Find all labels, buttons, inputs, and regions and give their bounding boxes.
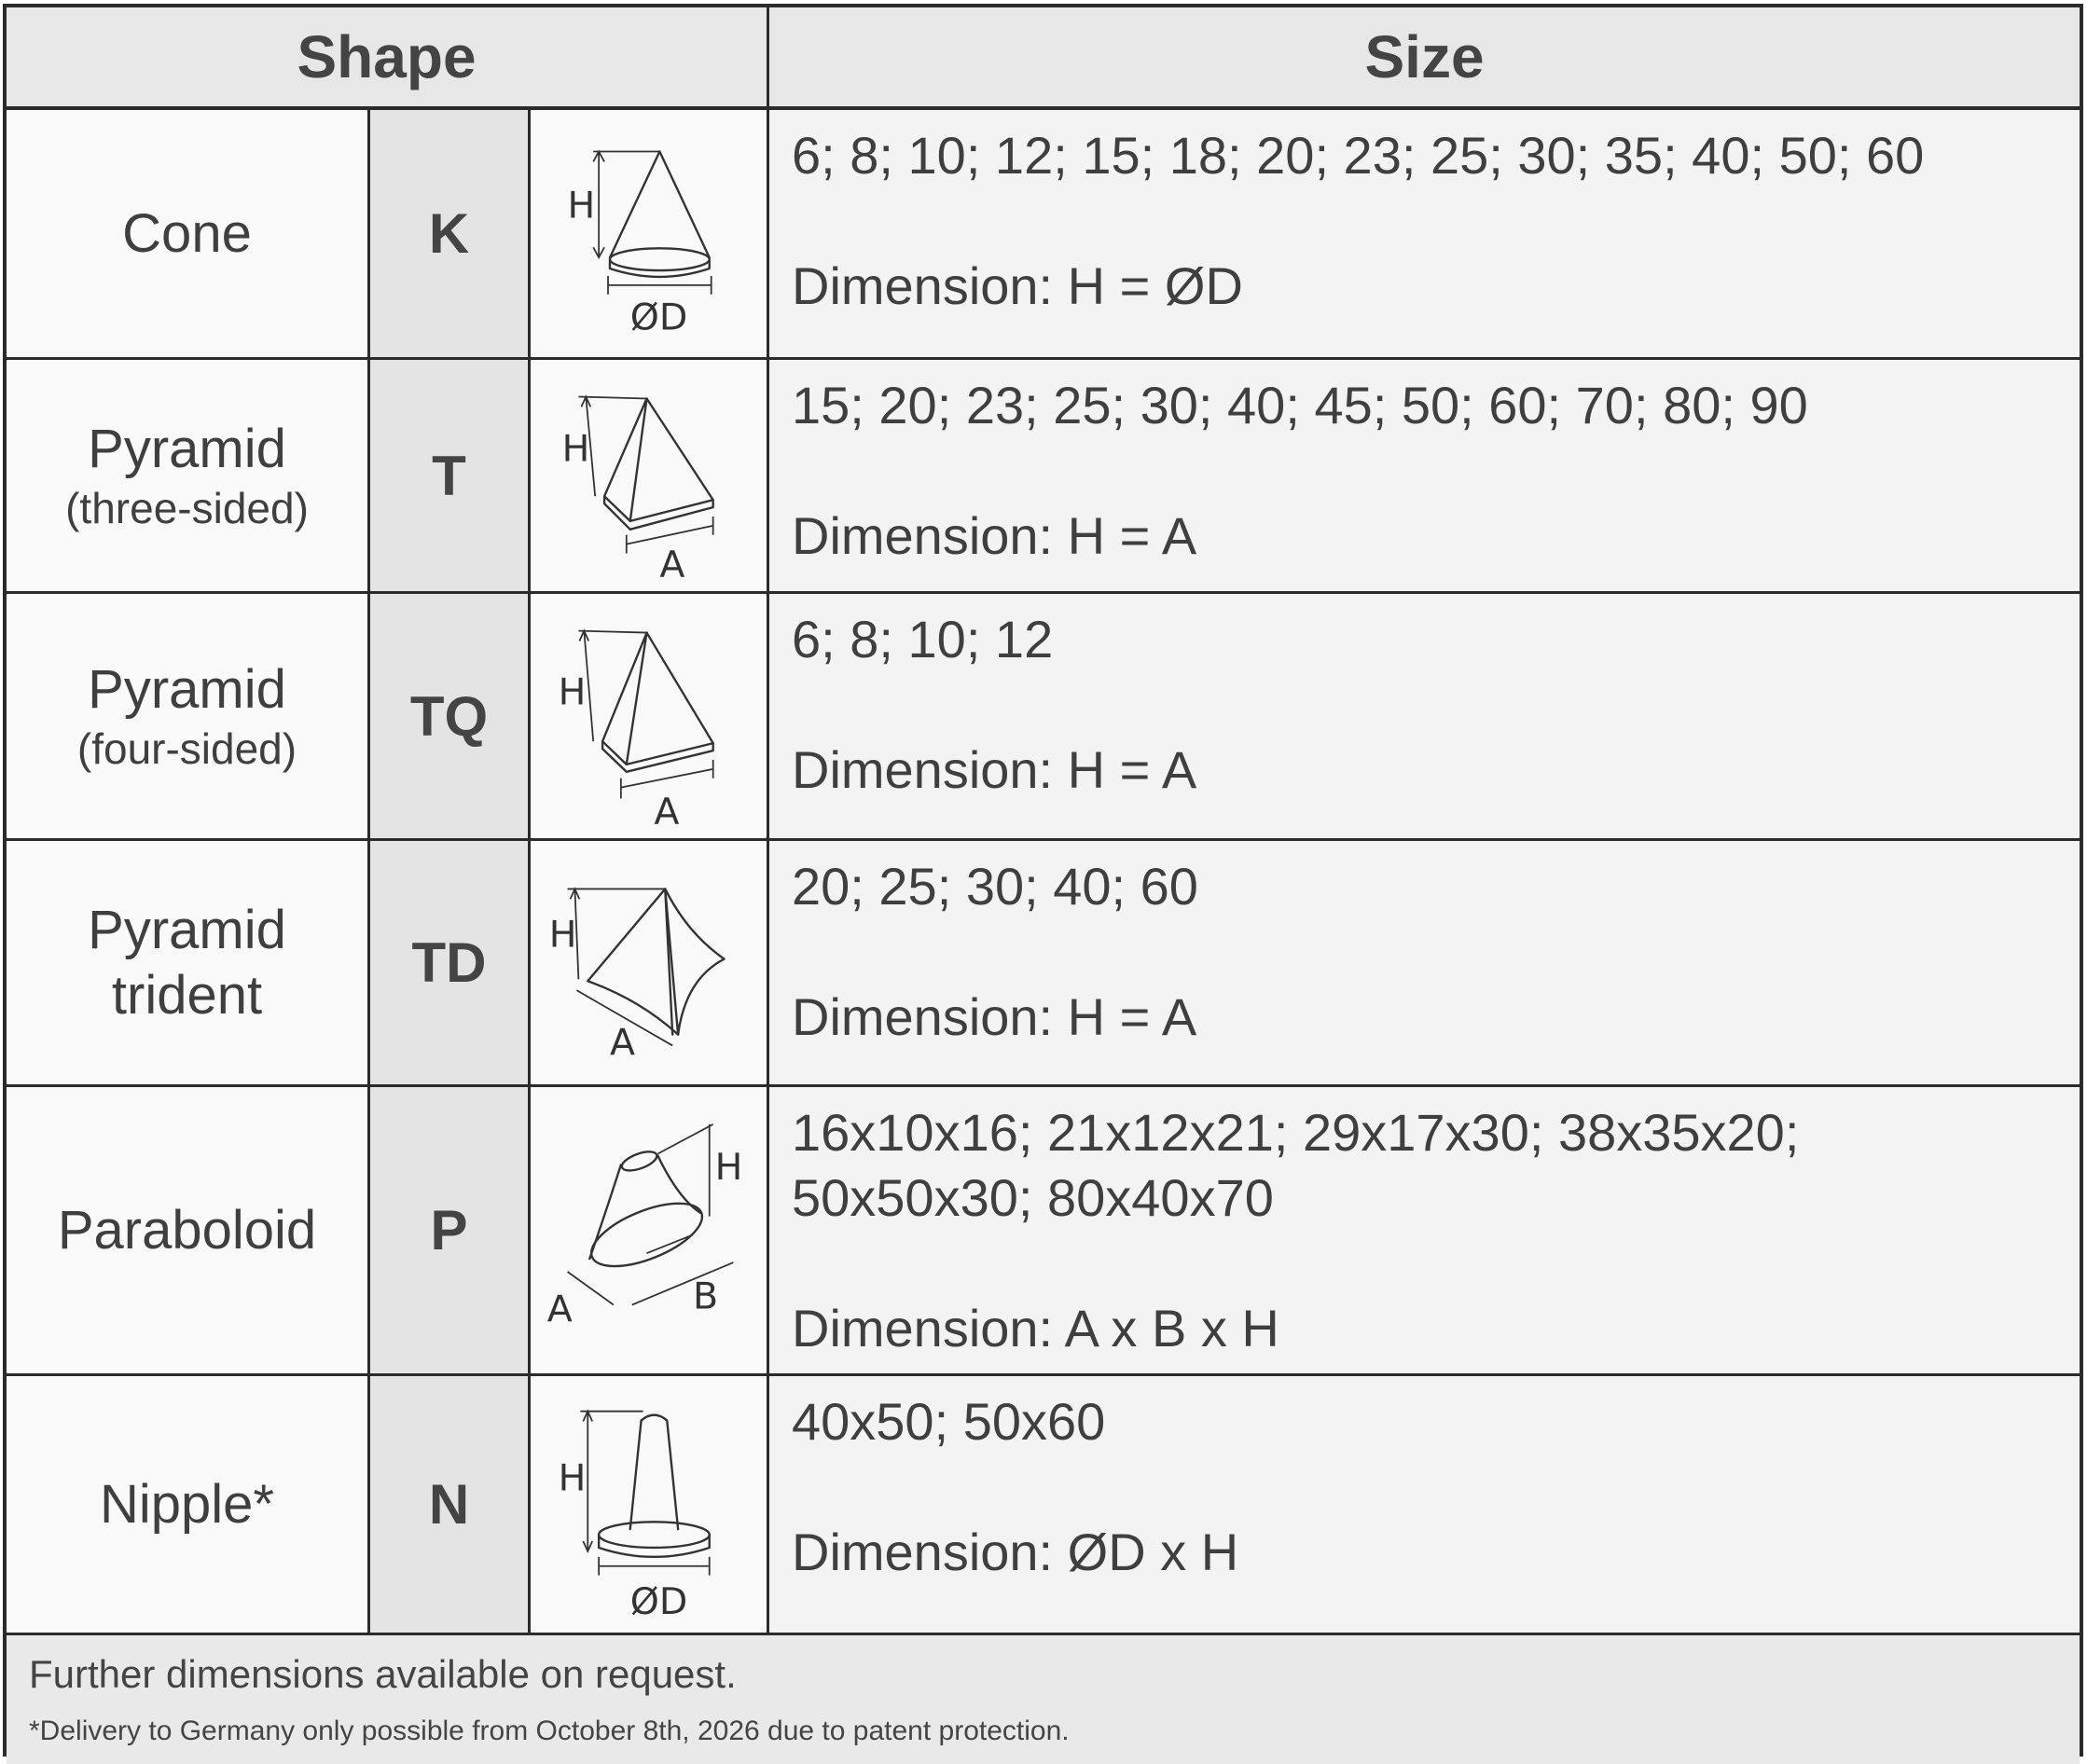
diameter-label: ØD bbox=[629, 296, 688, 339]
shape-name-pyramid-four-sided bbox=[7, 594, 370, 841]
four-sided-pyramid-drawing bbox=[531, 594, 769, 841]
size-values: 20; 25; 30; 40; 60 bbox=[792, 857, 1198, 916]
cone-icon bbox=[531, 110, 767, 357]
shape-name: Nipple* bbox=[100, 1473, 274, 1535]
shape-code-tq: TQ bbox=[370, 594, 531, 841]
dimension-formula: Dimension: H = A bbox=[792, 987, 1197, 1046]
size-cell-cone bbox=[769, 110, 2080, 360]
shape-subtitle: (four-sided) bbox=[76, 724, 297, 774]
paraboloid-drawing bbox=[531, 1087, 769, 1376]
shape-name-cone bbox=[7, 110, 370, 360]
side-b-label: B bbox=[692, 1275, 719, 1318]
size-column-header: Size bbox=[769, 7, 2080, 110]
height-label: H bbox=[558, 1456, 587, 1500]
shape-code-p: P bbox=[370, 1087, 531, 1376]
shape-name: Paraboloid bbox=[57, 1199, 317, 1261]
height-label: H bbox=[558, 670, 587, 714]
shape-subtitle: (three-sided) bbox=[65, 484, 309, 533]
dimension-formula: Dimension: A x B x H bbox=[792, 1299, 1279, 1357]
footer-note: Further dimensions available on request. bbox=[29, 1652, 737, 1696]
shape-size-table bbox=[3, 4, 2083, 1757]
shape-code-td: TD bbox=[370, 841, 531, 1087]
side-label: A bbox=[659, 544, 685, 587]
diameter-label: ØD bbox=[629, 1580, 688, 1624]
shape-name: Pyramid bbox=[88, 899, 286, 960]
three-sided-pyramid-icon bbox=[531, 360, 767, 591]
table-footer bbox=[7, 1635, 2080, 1764]
shape-column-header: Shape bbox=[7, 7, 769, 110]
shape-name: Pyramid bbox=[88, 658, 286, 720]
height-label: H bbox=[548, 913, 577, 957]
shape-name-pyramid-trident bbox=[7, 841, 370, 1087]
dimension-formula: Dimension: H = ØD bbox=[792, 256, 1243, 315]
size-cell-nipple bbox=[769, 1376, 2080, 1635]
height-label: H bbox=[561, 427, 590, 471]
nipple-icon bbox=[531, 1376, 767, 1633]
shape-name: Cone bbox=[122, 202, 252, 264]
size-cell-pyramid-three-sided bbox=[769, 360, 2080, 594]
height-label: H bbox=[714, 1146, 743, 1190]
footer-footnote: *Delivery to Germany only possible from October 8th, 2026 due to patent protection. bbox=[29, 1716, 1070, 1746]
side-a-label: A bbox=[546, 1288, 573, 1331]
paraboloid-icon bbox=[531, 1087, 767, 1373]
size-values: 6; 8; 10; 12 bbox=[792, 610, 1054, 668]
shape-name-pyramid-three-sided bbox=[7, 360, 370, 594]
trident-pyramid-drawing bbox=[531, 841, 769, 1087]
dimension-formula: Dimension: H = A bbox=[792, 740, 1197, 799]
side-label: A bbox=[609, 1021, 636, 1065]
side-label: A bbox=[654, 791, 680, 834]
shape-code-k: K bbox=[370, 110, 531, 360]
size-values: 40x50; 50x60 bbox=[792, 1392, 1106, 1451]
shape-name-paraboloid bbox=[7, 1087, 370, 1376]
dimension-formula: Dimension: ØD x H bbox=[792, 1523, 1239, 1581]
size-values: 6; 8; 10; 12; 15; 18; 20; 23; 25; 30; 35; 40; 50; 60 bbox=[792, 126, 1925, 185]
size-values: 16x10x16; 21x12x21; 29x17x30; 38x35x20; 50x50x30; 80x40x70 bbox=[792, 1103, 1800, 1227]
size-values: 15; 20; 23; 25; 30; 40; 45; 50; 60; 70; 80; 90 bbox=[792, 376, 1808, 434]
size-cell-paraboloid bbox=[769, 1087, 2080, 1376]
height-label: H bbox=[567, 184, 596, 227]
shape-name-nipple bbox=[7, 1376, 370, 1635]
three-sided-pyramid-drawing bbox=[531, 360, 769, 594]
dimension-formula: Dimension: H = A bbox=[792, 506, 1197, 565]
size-cell-pyramid-four-sided bbox=[769, 594, 2080, 841]
shape-code-t: T bbox=[370, 360, 531, 594]
size-cell-pyramid-trident bbox=[769, 841, 2080, 1087]
trident-pyramid-icon bbox=[531, 841, 767, 1084]
shape-name: Pyramid bbox=[88, 418, 286, 479]
shape-subtitle: trident bbox=[111, 964, 263, 1026]
cone-drawing bbox=[531, 110, 769, 360]
nipple-drawing bbox=[531, 1376, 769, 1635]
four-sided-pyramid-icon bbox=[531, 594, 767, 838]
shape-code-n: N bbox=[370, 1376, 531, 1635]
